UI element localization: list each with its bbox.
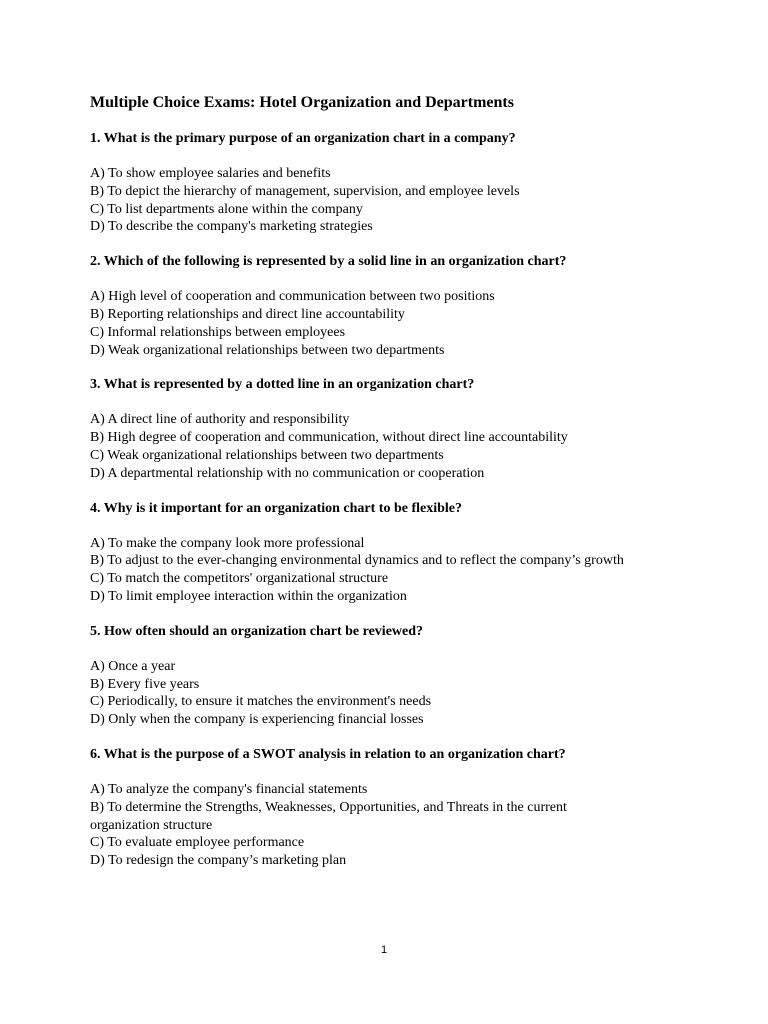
answer-option-c: C) Informal relationships between employees (90, 324, 346, 340)
document-body (90, 92, 690, 887)
answer-option-c: C) To evaluate employee performance (90, 835, 305, 851)
answer-option-d: D) To redesign the company’s marketing plan (90, 853, 347, 869)
answer-options (90, 658, 690, 729)
question-text: 4. Why is it important for an organization chart to be flexible? (90, 500, 463, 516)
question-1 (90, 130, 690, 236)
answer-options (90, 535, 690, 606)
question-text: 1. What is the primary purpose of an organization chart in a company? (90, 131, 516, 146)
document-title: Multiple Choice Exams: Hotel Organization and Departments (90, 94, 514, 111)
question-text: 2. Which of the following is represented by a solid line in an organization chart? (90, 254, 567, 270)
question-5 (90, 623, 690, 729)
answer-option-a: A) A direct line of authority and responsibility (90, 412, 350, 428)
answer-option-d: D) Only when the company is experiencing financial losses (90, 712, 424, 728)
question-text: 3. What is represented by a dotted line in an organization chart? (90, 377, 475, 393)
answer-option-b: B) To depict the hierarchy of management, supervision, and employee levels (90, 183, 520, 199)
answer-options (90, 288, 690, 359)
answer-option-c: C) Weak organizational relationships between two departments (90, 447, 444, 463)
answer-option-b: B) Every five years (90, 676, 200, 692)
answer-option-a: A) High level of cooperation and communication between two positions (90, 289, 495, 305)
answer-option-b: B) Reporting relationships and direct line accountability (90, 306, 405, 322)
answer-option-b: B) To determine the Strengths, Weaknesses, Opportunities, and Threats in the current organization structure (90, 799, 567, 833)
question-6 (90, 746, 690, 870)
answer-option-d: D) Weak organizational relationships between two departments (90, 342, 445, 358)
question-3 (90, 376, 690, 482)
answer-option-d: D) A departmental relationship with no communication or cooperation (90, 465, 485, 481)
answer-option-c: C) Periodically, to ensure it matches the environment's needs (90, 694, 432, 710)
answer-option-b: B) To adjust to the ever-changing environmental dynamics and to reflect the company’s growth (90, 553, 624, 569)
answer-option-a: A) To make the company look more professional (90, 535, 365, 551)
answer-options (90, 165, 690, 236)
answer-option-a: A) Once a year (90, 658, 176, 674)
answer-option-a: A) To analyze the company's financial statements (90, 781, 368, 797)
answer-option-c: C) To match the competitors' organizational structure (90, 571, 389, 587)
answer-options (90, 781, 690, 870)
page-number: 1 (380, 944, 388, 956)
answer-option-d: D) To limit employee interaction within the organization (90, 588, 407, 604)
question-4 (90, 500, 690, 606)
answer-options (90, 411, 690, 482)
answer-option-b: B) High degree of cooperation and communication, without direct line accountability (90, 430, 568, 446)
answer-option-a: A) To show employee salaries and benefits (90, 166, 331, 181)
question-text: 5. How often should an organization chart be reviewed? (90, 623, 424, 639)
answer-option-d: D) To describe the company's marketing strategies (90, 219, 373, 235)
question-text: 6. What is the purpose of a SWOT analysis in relation to an organization chart? (90, 746, 566, 762)
question-2 (90, 253, 690, 359)
answer-option-c: C) To list departments alone within the company (90, 201, 363, 217)
